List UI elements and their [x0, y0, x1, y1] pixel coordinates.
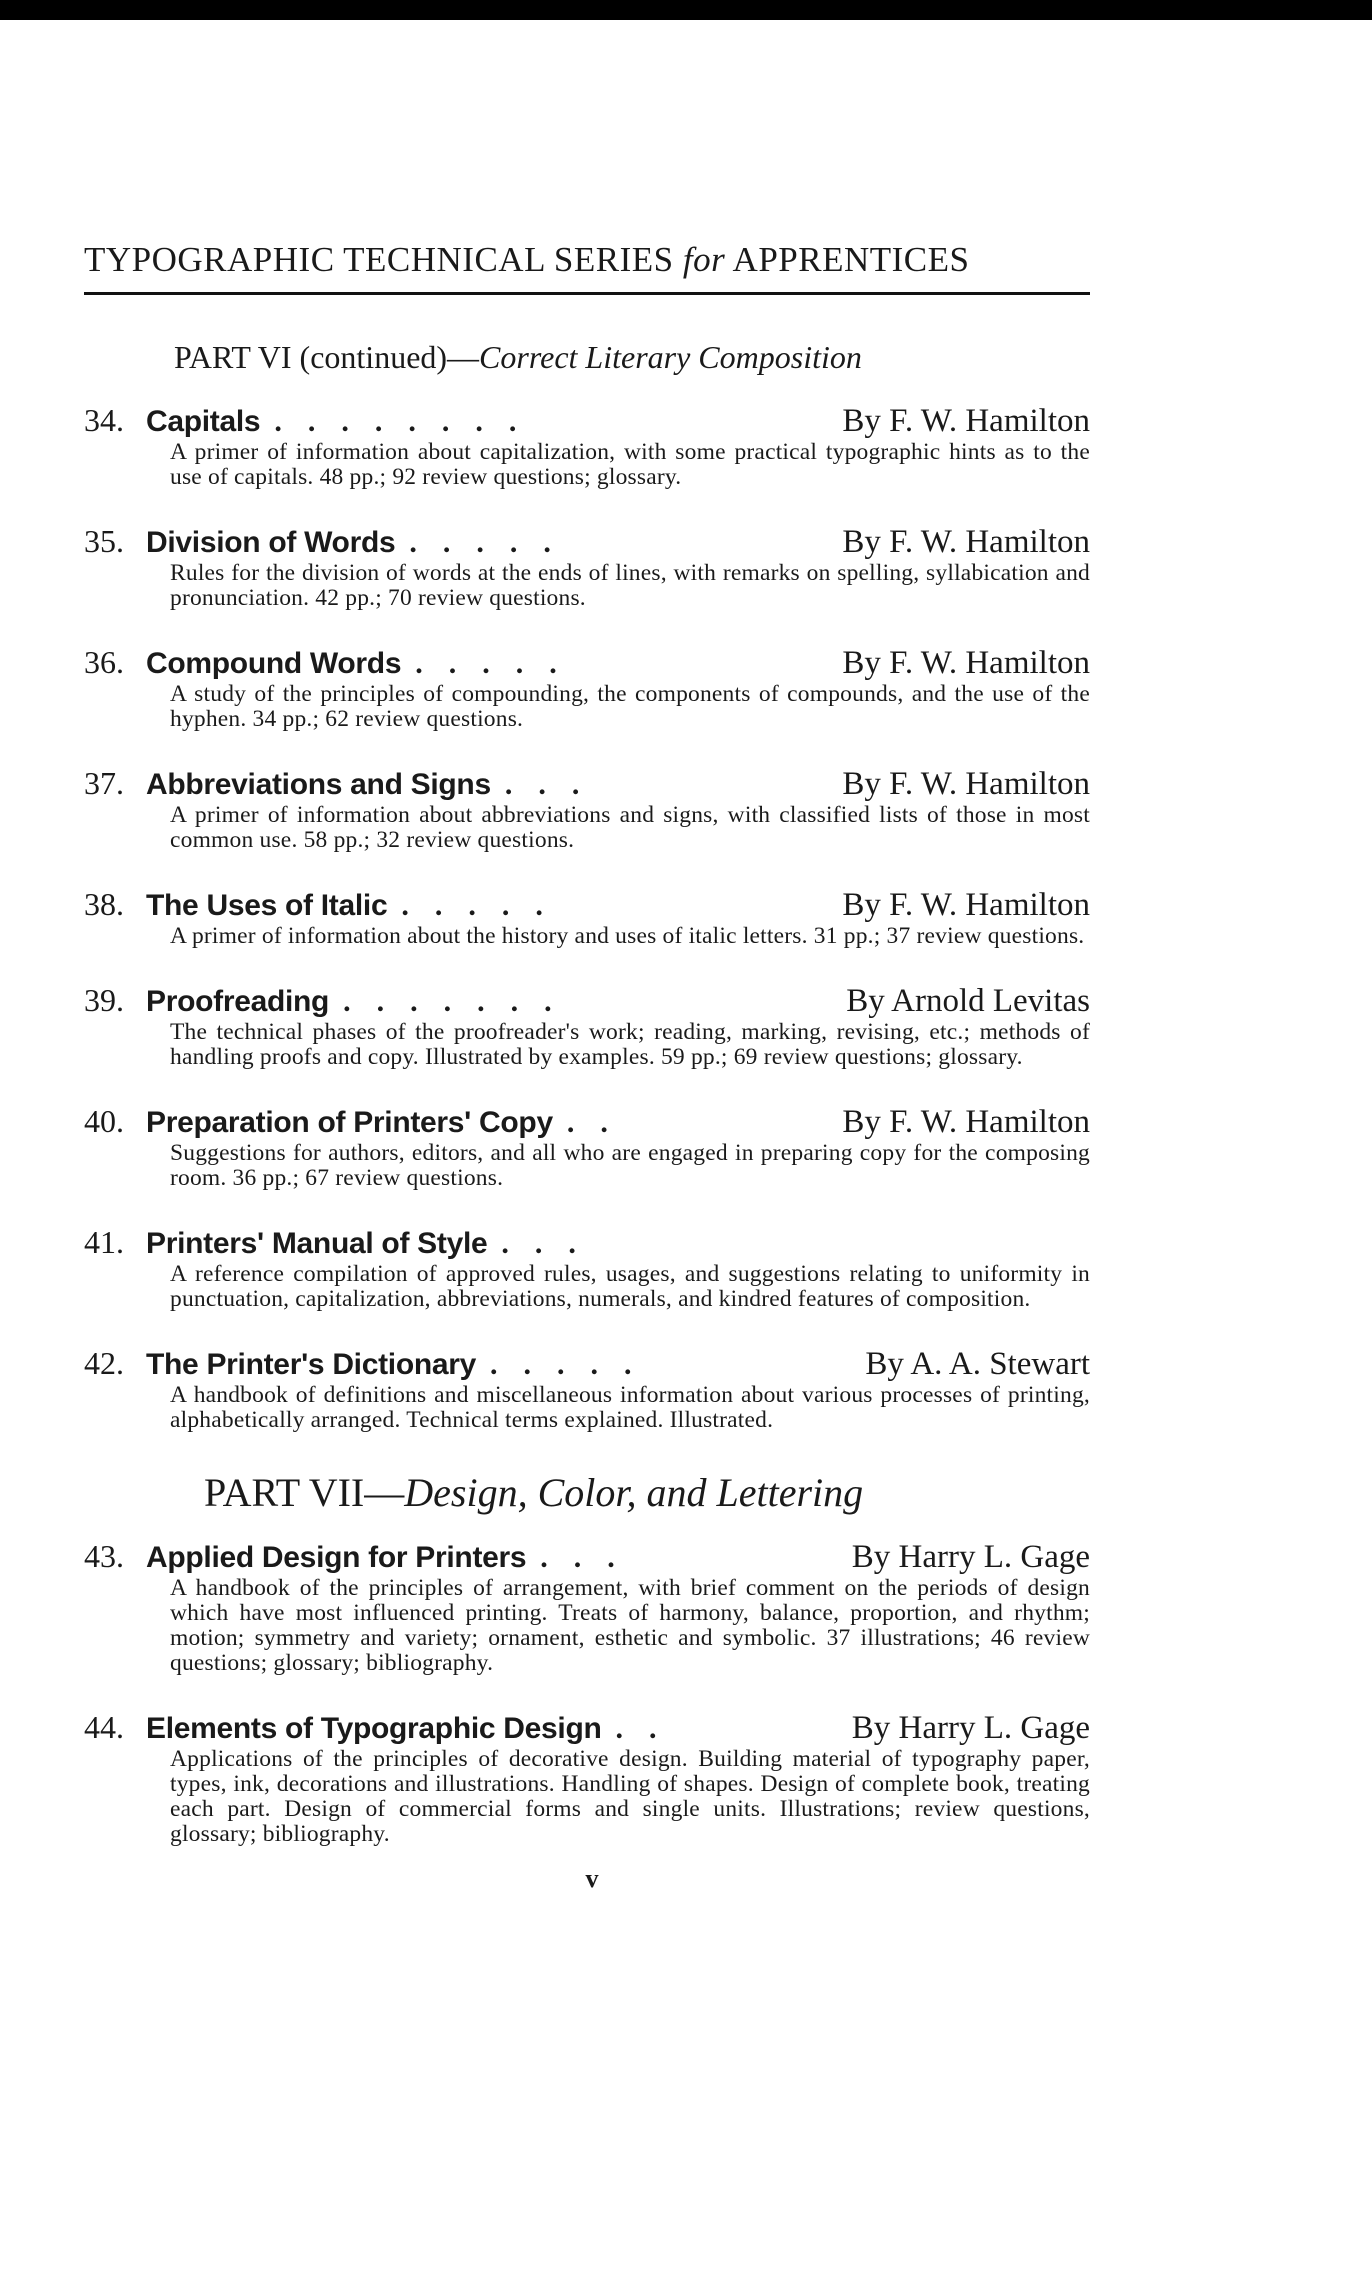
entry-title: Compound Words: [146, 647, 402, 680]
entry-author: By F. W. Hamilton: [842, 887, 1090, 923]
entry-description: The technical phases of the proofreader's work; reading, marking, revising, etc.; methods of handling proofs and copy. Illustrated by examples. 59 pp.; 69 review questions; glossary.: [170, 1019, 1090, 1070]
entry-heading: [84, 1709, 1090, 1747]
entry-author: By Harry L. Gage: [851, 1710, 1090, 1746]
dot-leader: .....: [490, 1348, 658, 1381]
catalog-entry: [84, 1345, 1090, 1433]
entry-author: By F. W. Hamilton: [842, 403, 1090, 439]
dot-leader: ...: [540, 1541, 641, 1574]
entry-number: 40.: [84, 1103, 124, 1139]
entry-title: Applied Design for Printers: [146, 1541, 527, 1574]
entry-author: By F. W. Hamilton: [842, 524, 1090, 560]
entry-description: A study of the principles of compounding, the components of compounds, and the use of the hyphen. 34 pp.; 62 review questions.: [170, 681, 1090, 732]
series-title-for: for: [682, 240, 726, 279]
dot-leader: ..: [615, 1712, 683, 1745]
entry-title: Printers' Manual of Style: [146, 1227, 488, 1260]
dot-leader: .....: [415, 647, 583, 680]
entry-heading: [84, 523, 1090, 561]
entry-heading: [84, 765, 1090, 803]
entry-title: The Uses of Italic: [146, 889, 388, 922]
entry-description: Rules for the division of words at the ends of lines, with remarks on spelling, syllabication and pronunciation. 42 pp.; 70 review questions.: [170, 560, 1090, 611]
part-vi-entries: [84, 402, 1090, 1433]
catalog-entry: [84, 1709, 1090, 1847]
series-title-end: APPRENTICES: [732, 240, 970, 279]
catalog-entry: [84, 982, 1090, 1070]
entry-title: Abbreviations and Signs: [146, 768, 491, 801]
entry-number: 43.: [84, 1538, 124, 1574]
entry-title: The Printer's Dictionary: [146, 1348, 477, 1381]
dot-leader: .......: [343, 985, 578, 1018]
entry-description: A handbook of the principles of arrangement, with brief comment on the periods of design which have most influenced printing. Treats of harmony, balance, proportion, and rhythm; motion; symmetry and variety; ornament, esthetic and symbolic. 37 illustrations; 46 review questions; glossary; bibliography.: [170, 1575, 1090, 1676]
part-vi-heading: [174, 339, 1090, 376]
entry-number: 35.: [84, 523, 124, 559]
dot-leader: .....: [401, 889, 569, 922]
catalog-entry: [84, 886, 1090, 949]
entry-description: A primer of information about the history and uses of italic letters. 31 pp.; 37 review questions.: [170, 923, 1085, 949]
part-vii-subtitle: Design, Color, and Lettering: [404, 1470, 864, 1515]
dot-leader: .....: [409, 526, 577, 559]
entry-number: 37.: [84, 765, 124, 801]
part-vii-heading: [204, 1469, 1090, 1516]
entry-description: A primer of information about abbreviations and signs, with classified lists of those in most common use. 58 pp.; 32 review questions.: [170, 802, 1090, 853]
entry-number: 34.: [84, 402, 124, 438]
catalog-entry: [84, 1538, 1090, 1676]
entry-heading: [84, 886, 1090, 924]
catalog-entry: [84, 1224, 1090, 1312]
catalog-entry: [84, 1103, 1090, 1191]
entry-title: Capitals: [146, 405, 261, 438]
dot-leader: ..: [566, 1106, 634, 1139]
dot-leader: ...: [501, 1227, 602, 1260]
entry-heading: [84, 402, 1090, 440]
entry-heading: [84, 1538, 1090, 1576]
entry-title: Division of Words: [146, 526, 396, 559]
catalog-entry: [84, 765, 1090, 853]
scan-top-border: [0, 0, 1372, 20]
entry-description: Suggestions for authors, editors, and all who are engaged in preparing copy for the composing room. 36 pp.; 67 review questions.: [170, 1140, 1090, 1191]
entry-description: A primer of information about capitalization, with some practical typographic hints as to the use of capitals. 48 pp.; 92 review questions; glossary.: [170, 439, 1090, 490]
series-title: [84, 240, 1090, 295]
dot-leader: ...: [504, 768, 606, 801]
part-vi-subtitle: Correct Literary Composition: [479, 339, 862, 375]
entry-description: A reference compilation of approved rules, usages, and suggestions relating to uniformity in punctuation, capitalization, abbreviations, numerals, and kindred features of composition.: [170, 1261, 1090, 1312]
entry-heading: [84, 1224, 1090, 1262]
entry-author: By A. A. Stewart: [865, 1346, 1090, 1382]
catalog-entry: [84, 523, 1090, 611]
entry-description: A handbook of definitions and miscellaneous information about various processes of printing, alphabetically arranged. Technical terms explained. Illustrated.: [170, 1382, 1090, 1433]
entry-number: 41.: [84, 1224, 124, 1260]
entry-heading: [84, 982, 1090, 1020]
entry-heading: [84, 644, 1090, 682]
part-vii-label: PART VII—: [204, 1470, 405, 1515]
entry-title: Elements of Typographic Design: [146, 1712, 602, 1745]
series-title-main: TYPOGRAPHIC TECHNICAL SERIES: [84, 240, 674, 279]
entry-description: Applications of the principles of decorative design. Building material of typography paper, types, ink, decorations and illustrations. Handling of shapes. Design of complete book, treating each part. Design of commercial forms and single units. Illustrations; review questions, glossary; bibliography.: [170, 1746, 1090, 1847]
entry-author: By Arnold Levitas: [846, 983, 1090, 1019]
entry-number: 36.: [84, 644, 124, 680]
catalog-entry: [84, 402, 1090, 490]
entry-author: By F. W. Hamilton: [842, 1104, 1090, 1140]
entry-title: Proofreading: [146, 985, 330, 1018]
entry-author: By F. W. Hamilton: [842, 645, 1090, 681]
entry-number: 44.: [84, 1709, 124, 1745]
entry-number: 42.: [84, 1345, 124, 1381]
catalog-entry: [84, 644, 1090, 732]
dot-leader: ........: [274, 405, 543, 438]
page: [84, 240, 1090, 1894]
entry-heading: [84, 1103, 1090, 1141]
entry-author: By F. W. Hamilton: [842, 766, 1090, 802]
entry-number: 39.: [84, 982, 124, 1018]
part-vii-entries: [84, 1538, 1090, 1847]
entry-title: Preparation of Printers' Copy: [146, 1106, 553, 1139]
entry-heading: [84, 1345, 1090, 1383]
entry-number: 38.: [84, 886, 124, 922]
part-vi-label: PART VI (continued)—: [174, 339, 480, 375]
entry-author: By Harry L. Gage: [851, 1539, 1090, 1575]
page-number: v: [585, 1864, 599, 1893]
